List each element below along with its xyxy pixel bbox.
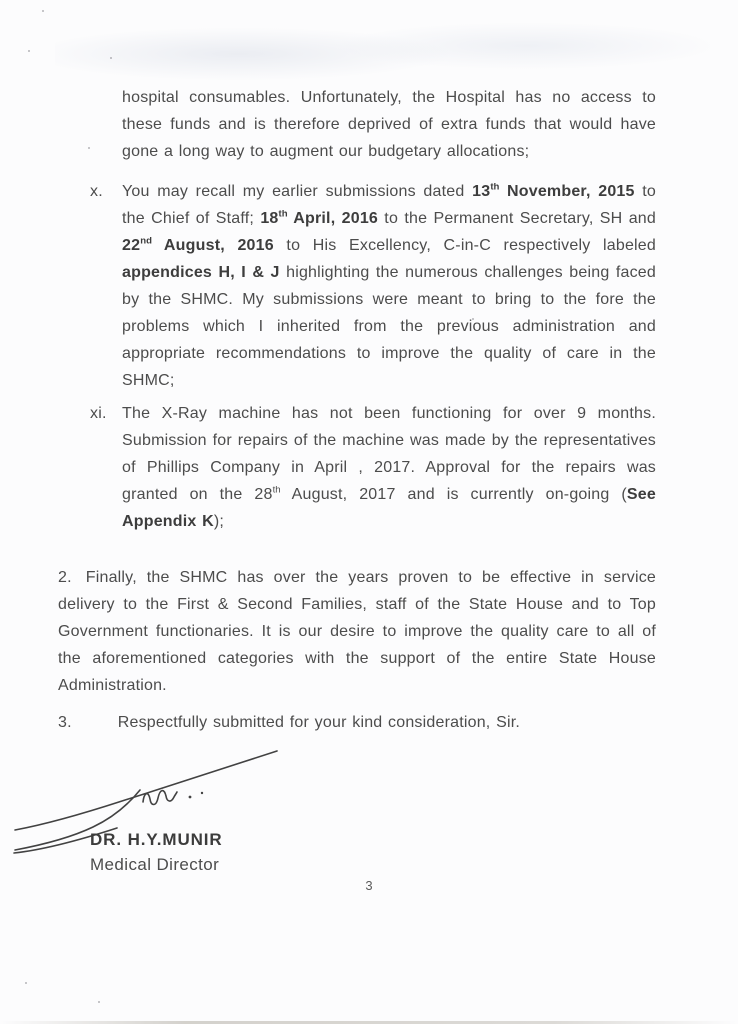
list-item-text: The X-Ray machine has not been functioning for over 9 months. Submission for repairs of the machine was made by the representatives of Phillips Company in April , 2017. Approval for the repairs was granted on the 28th August, 2017 and is currently on-going (See Appendix K);: [122, 405, 656, 530]
signatory: [90, 830, 223, 875]
paragraph-3: [58, 709, 656, 736]
paragraph-2: [58, 564, 656, 699]
list-item-x: [90, 178, 656, 394]
list-item-text: You may recall my earlier submissions dated 13th November, 2015 to the Chief of Staff; 18th April, 2016 to the Permanent Secretary, SH and 22nd August, 2016 to His Excellency, C-in-C respectively labeled appendices H, I & J highlighting the numerous challenges being faced by the SHMC. My submissions were meant to bring to the fore the problems which I inherited from the previous administration and appropriate recommendations to improve the quality of care in the SHMC;: [122, 181, 657, 389]
paragraph-3-number: 3.: [58, 714, 72, 731]
signatory-name: DR. H.Y.MUNIR: [90, 830, 223, 849]
paragraph-continuation: hospital consumables. Unfortunately, the Hospital has no access to these funds and is therefore deprived of extra funds that would have gone a long way to augment our budgetary allocations;: [122, 89, 656, 160]
paragraph-2-text: Finally, the SHMC has over the years proven to be effective in service delivery to the First & Second Families, staff of the State House and to Top Government functionaries. It is our desire to improve the quality care to all of the aforementioned categories with the support of the entire State House Administration.: [58, 569, 656, 694]
paragraph-2-number: 2.: [58, 569, 72, 586]
list-item-xi: [90, 400, 656, 535]
signature-block: [58, 740, 656, 892]
paragraph-3-text: Respectfully submitted for your kind consideration, Sir.: [117, 714, 521, 731]
scan-speck: [98, 1001, 100, 1003]
scan-speck: [25, 982, 27, 984]
list-item-marker: xi.: [90, 405, 107, 422]
list-item-marker: x.: [90, 183, 103, 200]
signatory-title: Medical Director: [90, 855, 220, 874]
page-number: 3: [365, 878, 373, 893]
